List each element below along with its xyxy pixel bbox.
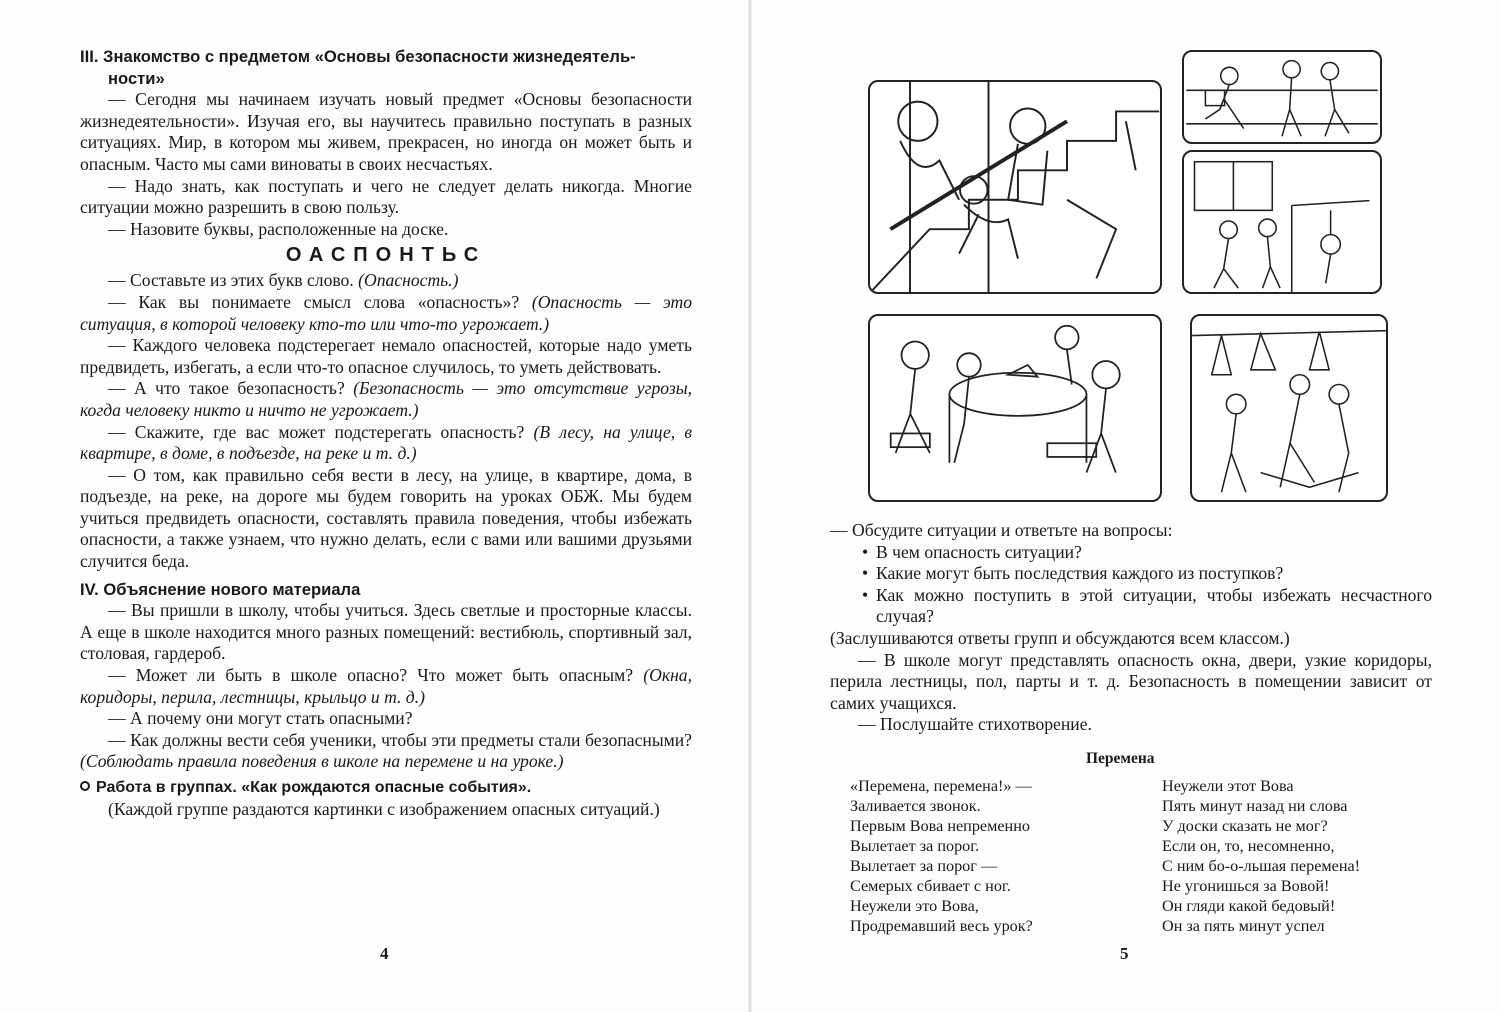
paragraph — [80, 292, 692, 335]
paragraph — [80, 378, 692, 421]
poem-line: Неужели это Вова, — [850, 897, 979, 915]
paragraph: — Надо знать, как поступать и чего не следует делать никогда. Многие ситуации можно разрешить в свою пользу. — [80, 175, 692, 218]
question-text: В чем опасность ситуации? — [876, 541, 1082, 562]
section-heading-4: IV. Объяснение нового материала — [80, 579, 361, 599]
paragraph-text: — Скажите, где вас может подстерегать опасность? — [108, 421, 534, 442]
poem-line: Он гляди какой бедовый! — [1162, 897, 1336, 915]
paragraph — [80, 730, 692, 773]
paragraph — [80, 665, 692, 708]
answer-italic: (Опасность.) — [358, 270, 459, 291]
bullet-icon: • — [862, 541, 869, 562]
poem-title: Перемена — [1086, 750, 1155, 767]
poem-line: Если он, то, несомненно, — [1162, 837, 1335, 855]
paragraph-text: — Составьте из этих букв слово. — [108, 270, 359, 291]
paragraph: — В школе могут представлять опасность окна, двери, узкие коридоры, перила лестницы, пол, парты и т. д. Безопасность в помещении зависит от самих учащихся. — [830, 649, 1432, 713]
poem-line: С ним бо-о-льшая перемена! — [1162, 857, 1361, 875]
paragraph: — Вы пришли в школу, чтобы учиться. Здесь светлые и просторные классы. А еще в школе находится много разных помещений: вестибюль, спортивный зал, столовая, гардероб. — [80, 600, 692, 664]
poem-right-column — [1162, 776, 1442, 936]
paragraph: — Назовите буквы, расположенные на доске. — [108, 218, 449, 239]
poem-line: У доски сказать не мог? — [1162, 817, 1328, 835]
bullet-icon: • — [862, 584, 869, 605]
paragraph-text: — Может ли быть в школе опасно? Что может быть опасным? — [108, 665, 644, 686]
paragraph-text: — А что такое безопасность? — [108, 378, 354, 399]
poem-line: Неужели этот Вова — [1162, 777, 1294, 795]
paragraph: — О том, как правильно себя вести в лесу, на улице, в квартире, дома, в подъезде, на реке, на дороге мы будем говорить на уроках ОБЖ. Мы будем учиться предвидеть опасности, составлять правила поведения, чтобы избежать опасности, а также узнаем, что нужно делать, если с вами или вашими друзьями случится беда. — [80, 464, 692, 572]
window-climb-icon — [1184, 152, 1380, 292]
poem-line: Первым Вова непременно — [850, 817, 1030, 835]
question-item — [830, 585, 1432, 628]
poem-left-column — [850, 776, 1130, 936]
group-work-heading-text: Работа в группах. «Как рождаются опасные события». — [96, 779, 532, 796]
paragraph — [80, 270, 692, 292]
illustration-canteen — [868, 314, 1162, 502]
answer-italic: (В лесу, на улице, в квартире, в доме, в подъезде, на реке и т. д.) — [80, 421, 692, 464]
section-heading-3: III. Знакомство с предметом «Основы безопасности жизнедеятель- — [80, 47, 636, 66]
wardrobe-scene-icon — [1192, 316, 1386, 500]
bullet-icon: • — [862, 563, 869, 584]
book-spine — [748, 0, 752, 1012]
question-item — [830, 542, 1432, 564]
poem-line: Продремавший весь урок? — [850, 917, 1033, 935]
answer-italic: (Соблюдать правила поведения в школе на перемене и на уроке.) — [80, 751, 564, 772]
question-item — [830, 563, 1432, 585]
poem-line: Семерых сбивает с ног. — [850, 877, 1011, 895]
paragraph: (Каждой группе раздаются картинки с изображением опасных ситуаций.) — [108, 798, 660, 819]
answer-italic: (Безопасность — это отсутствие угрозы, когда человеку никто и ничто не угрожает.) — [80, 378, 693, 420]
answer-italic: (Окна, коридоры, перила, лестницы, крыльцо и т. д.) — [80, 665, 692, 707]
section-heading-3-cont: ности» — [108, 68, 165, 88]
poem-line: Не угонишься за Вовой! — [1162, 877, 1330, 895]
left-page-text — [80, 46, 692, 820]
circle-bullet-icon — [80, 781, 90, 791]
page-number: 5 — [1120, 944, 1129, 963]
poem-line: Вылетает за порог — — [850, 857, 998, 875]
running-kids-icon — [1184, 52, 1380, 142]
canteen-scene-icon — [870, 316, 1160, 500]
poem-line: «Перемена, перемена!» — — [850, 777, 1032, 795]
paragraph-text: — Как должны вести себя ученики, чтобы эти предметы стали безопасными? — [108, 729, 692, 750]
note: (Заслушиваются ответы групп и обсуждаются всем классом.) — [830, 627, 1290, 648]
paragraph: — Каждого человека подстерегает немало опасностей, которые надо уметь предвидеть, избегать, а если что-то опасное случилось, то уметь действовать. — [80, 335, 692, 377]
paragraph — [80, 422, 692, 465]
scrambled-letters: ОАСПОНТЬС — [285, 244, 487, 267]
illustration-running-kids — [1182, 50, 1382, 144]
paragraph: — А почему они могут стать опасными? — [108, 708, 413, 729]
group-work-heading — [80, 777, 692, 799]
page-number: 4 — [380, 944, 389, 963]
poem-line: Вылетает за порог. — [850, 837, 980, 855]
right-page-text — [830, 520, 1432, 736]
poem-line: Пять минут назад ни слова — [1162, 797, 1348, 815]
poem-line: Он за пять минут успел — [1162, 917, 1325, 935]
question-text: Какие могут быть последствия каждого из поступков? — [876, 563, 1284, 584]
paragraph: — Сегодня мы начинаем изучать новый предмет «Основы безопасности жизнедеятельности». Изучая его, вы научитесь правильно поступать в разных ситуациях. Мир, в котором мы живем, прекрасен, но иногда он может быть и опасным. Часто мы сами виноваты в своих несчастьях. — [80, 89, 692, 174]
stairs-scene-icon — [870, 82, 1160, 292]
illustration-stairs-fall — [868, 80, 1162, 294]
paragraph-text: — Как вы понимаете смысл слова «опасность»? — [108, 291, 532, 312]
paragraph: — Послушайте стихотворение. — [858, 714, 1092, 735]
poem-line: Заливается звонок. — [850, 797, 981, 815]
answer-italic: (Опасность — это ситуация, в которой человеку кто-то или что-то угрожает.) — [80, 291, 692, 334]
illustration-wardrobe — [1190, 314, 1388, 502]
illustration-window-climb — [1182, 150, 1382, 294]
questions-intro: — Обсудите ситуации и ответьте на вопросы: — [830, 520, 1173, 540]
question-text: Как можно поступить в этой ситуации, чтобы избежать несчастного случая? — [876, 584, 1432, 627]
